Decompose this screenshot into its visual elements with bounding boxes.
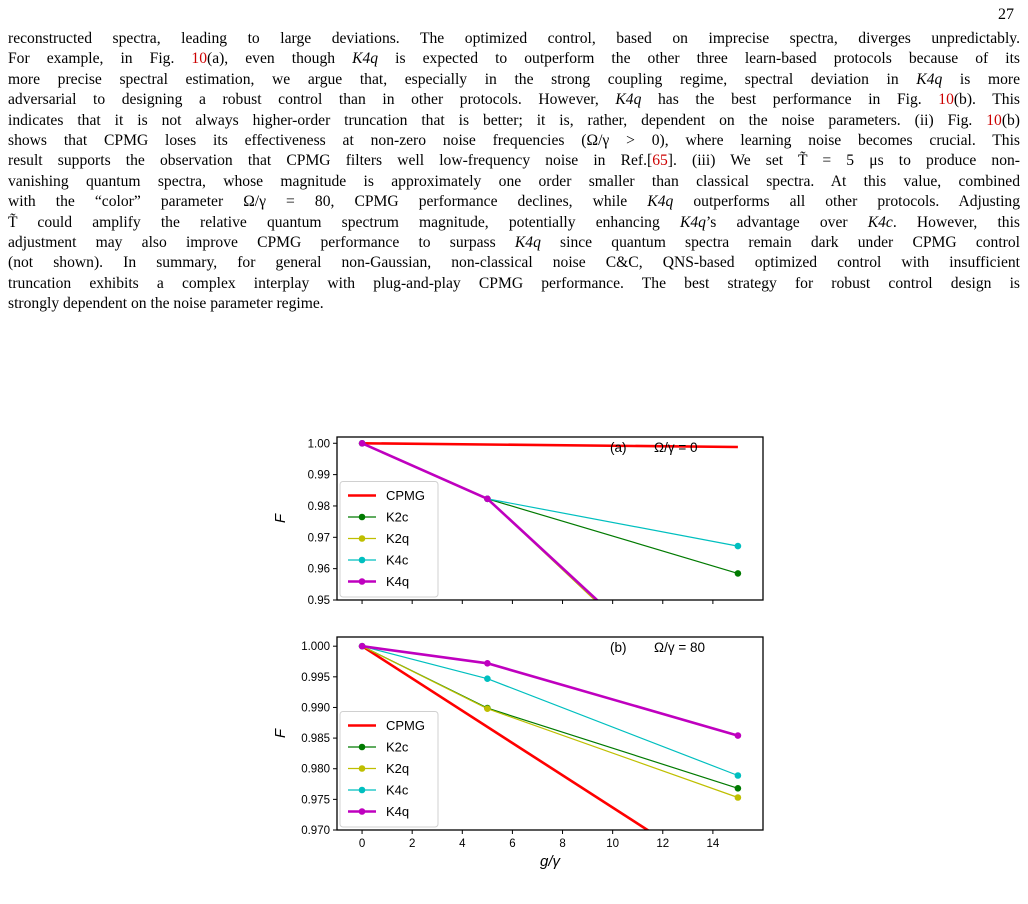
panel-annotation: Ω/γ = 0: [654, 440, 698, 455]
legend-label-k2q: K2q: [386, 761, 410, 776]
y-axis-label: F: [272, 728, 289, 739]
legend-label-k4c: K4c: [386, 552, 409, 568]
legend-marker: [359, 808, 366, 815]
x-tick-label: 0: [358, 838, 366, 850]
y-tick-label: 0.99: [307, 469, 330, 482]
x-tick-label: 8: [559, 838, 566, 850]
x-axis-label: g/γ: [539, 853, 561, 870]
legend-label-k2c: K2c: [386, 509, 409, 525]
y-tick-label: 0.96: [307, 563, 330, 576]
y-tick-label: 1.000: [301, 641, 330, 654]
panel-annotation: Ω/γ = 80: [654, 640, 705, 655]
data-point-k2q: [484, 705, 491, 712]
paragraph-line: indicates that it is not always higher-order truncation that is better; it is, rather, dependent on the noise parameters. (ii) Fig. 10(b): [8, 111, 1020, 129]
paragraph-line: (not shown). In summary, for general non-Gaussian, non-classical noise C&C, QNS-based optimized control with insufficient: [8, 254, 1020, 272]
page-number: 27: [998, 6, 1014, 23]
paragraph-line: strongly dependent on the noise parameter regime.: [8, 295, 324, 313]
legend-label-k4q: K4q: [386, 574, 410, 589]
paragraph-line: adversarial to designing a robust control than in other protocols. However, K4q has the best performance in Fig. 10(b). This: [8, 91, 1020, 109]
paragraph-line: vanishing quantum spectra, whose magnitude is approximately one order smaller than classical spectra. At this value, combined: [8, 172, 1020, 190]
legend: [340, 482, 438, 598]
data-point-k4q: [359, 643, 366, 650]
y-axis-label: F: [272, 513, 289, 524]
paragraph-line: truncation exhibits a complex interplay with plug-and-play CPMG performance. The best strategy for robust control design is: [8, 274, 1020, 292]
legend-marker: [359, 787, 366, 794]
legend-marker: [359, 765, 366, 772]
x-tick-label: 12: [656, 838, 670, 850]
legend-label-k2q: K2q: [386, 531, 410, 546]
paragraph-line: T̃ could amplify the relative quantum spectrum magnitude, potentially enhancing K4q’s advantage over K4c. However, this: [8, 213, 1021, 231]
panel-label: (b): [610, 640, 627, 655]
legend-label-k4q: K4q: [386, 804, 410, 819]
chart-panel-a: [272, 437, 763, 739]
y-tick-label: 0.970: [301, 825, 330, 837]
legend-label-cpmg: CPMG: [386, 718, 425, 733]
data-point-k4q: [484, 660, 491, 667]
legend-marker: [359, 578, 366, 585]
y-tick-label: 0.95: [307, 595, 330, 607]
x-tick-label: 2: [408, 838, 416, 850]
data-point-k2c: [735, 785, 742, 792]
paragraph-line: reconstructed spectra, leading to large deviations. The optimized control, based on imprecise spectra, diverges unpredictably.: [8, 30, 1020, 47]
data-point-k4q: [359, 440, 366, 447]
x-tick-label: 14: [706, 838, 720, 850]
paragraph-line: adjustment may also improve CPMG performance to surpass K4q since quantum spectra remain dark under CPMG control: [8, 234, 1020, 252]
y-tick-label: 0.97: [307, 532, 330, 545]
paragraph-line: more precise spectral estimation, we argue that, especially in the strong coupling regime, spectral deviation in K4q is more: [8, 70, 1020, 88]
y-tick-label: 0.985: [301, 733, 330, 746]
paragraph-line: shows that CPMG loses its effectiveness at non-zero noise frequencies (Ω/γ > 0), where learning noise becomes crucial. This: [8, 132, 1020, 150]
legend: [340, 712, 438, 828]
data-point-k4q: [735, 732, 742, 739]
legend-marker: [359, 744, 366, 751]
y-tick-label: 0.98: [307, 500, 330, 513]
y-tick-label: 0.980: [301, 763, 330, 776]
data-point-k2q: [735, 794, 742, 801]
legend-label-k2c: K2c: [386, 739, 409, 755]
data-point-k2c: [735, 570, 742, 577]
legend-label-cpmg: CPMG: [386, 488, 425, 503]
legend-label-k4c: K4c: [386, 782, 409, 798]
data-point-k4c: [735, 543, 742, 550]
x-tick-label: 4: [459, 838, 466, 850]
data-point-k4c: [735, 772, 742, 779]
y-tick-label: 0.990: [301, 702, 330, 715]
x-tick-label: 10: [606, 838, 620, 850]
data-point-k4q: [484, 496, 491, 503]
legend-marker: [359, 535, 366, 542]
panel-label: (a): [610, 440, 627, 455]
legend-marker: [359, 557, 366, 564]
paragraph-line: result supports the observation that CPMG filters well low-frequency noise in Ref.[65]. (iii) We set T̃ = 5 μs to produce non-: [8, 152, 1020, 170]
paragraph-line: For example, in Fig. 10(a), even though K4q is expected to outperform the other three learn-based protocols because of its: [8, 50, 1020, 68]
paragraph-line: with the “color” parameter Ω/γ = 80, CPMG performance declines, while K4q outperforms all other protocols. Adjusting: [8, 193, 1020, 211]
chart-panel-b: [272, 637, 763, 888]
x-tick-label: 6: [509, 838, 516, 850]
y-tick-label: 0.995: [301, 671, 330, 684]
y-tick-label: 1.00: [307, 438, 330, 451]
y-tick-label: 0.975: [301, 794, 330, 807]
data-point-k4c: [484, 675, 491, 682]
legend-marker: [359, 514, 366, 521]
